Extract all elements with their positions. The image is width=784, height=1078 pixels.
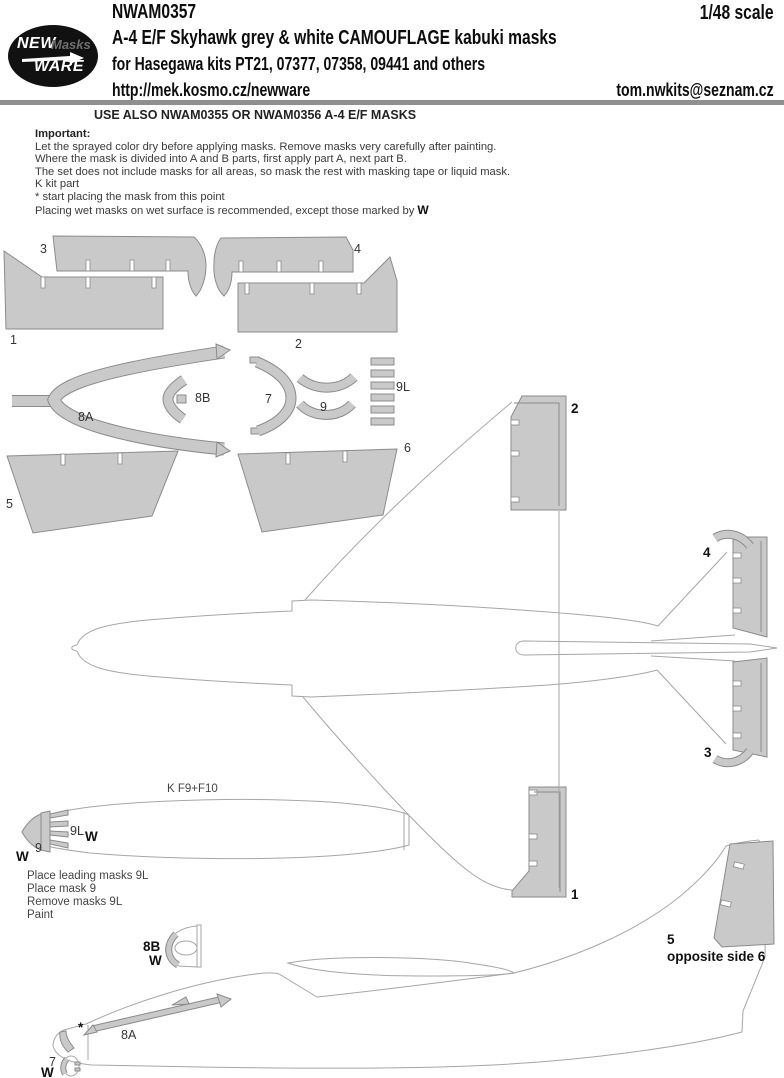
part-label: 8B — [143, 939, 161, 954]
slat-mask-1 — [512, 787, 566, 897]
sheet-title: A-4 E/F Skyhawk grey & white CAMOUFLAGE kabuki masks — [112, 27, 557, 49]
intake-masks-9 — [300, 377, 354, 415]
part-label: 4 — [703, 545, 711, 560]
part-label: 8A — [121, 1028, 137, 1042]
instruction-line: Let the sprayed color dry before applying masks. Remove masks very carefully after painting. — [35, 140, 497, 153]
instruction-line: K kit part — [35, 178, 80, 191]
tank-leading-masks-9L — [50, 810, 68, 848]
fin-mask-5-applied — [714, 841, 774, 947]
logo-word-ware: WARE — [34, 58, 84, 75]
w-mark: W — [417, 202, 429, 217]
part-label: 5 — [667, 932, 675, 947]
tank-step: Place mask 9 — [27, 883, 97, 895]
part-label: 4 — [354, 242, 361, 256]
instruction-line-wet-note: Placing wet masks on wet surface is recommended, except those marked by W — [35, 202, 429, 217]
fin-mask-5 — [7, 451, 178, 533]
wet-mark: W — [149, 953, 162, 968]
logo-word-new: NEW — [17, 35, 56, 52]
wet-mark: W — [85, 829, 98, 844]
wet-mark: W — [16, 849, 29, 864]
tank-steps-text — [27, 870, 149, 921]
part-label: 9L — [70, 824, 84, 838]
part-label: 1 — [10, 333, 17, 347]
part-label: 7 — [49, 1055, 56, 1069]
website-link[interactable]: http://mek.kosmo.cz/newware — [112, 80, 311, 100]
part-label: 6 — [404, 441, 411, 455]
part-label: 9 — [35, 841, 42, 855]
kit-part-label: K F9+F10 — [167, 783, 218, 795]
top-view-outline — [72, 552, 777, 744]
leading-edge-masks-9L — [371, 358, 394, 425]
part-label: 3 — [40, 242, 47, 256]
part-label: 3 — [704, 745, 712, 760]
instructions-heading: Important: — [35, 128, 91, 140]
slat-mask-2 — [511, 396, 566, 510]
cross-reference-notice: USE ALSO NWAM0355 OR NWAM0356 A-4 E/F MASKS — [94, 108, 417, 122]
instruction-line: The set does not include masks for all areas, so mask the rest with masking tape or liquid mask. — [35, 165, 511, 178]
product-code: NWAM0357 — [112, 1, 197, 23]
part-label: 8A — [78, 410, 94, 424]
scale-label: 1/48 scale — [700, 2, 774, 24]
tank-step: Paint — [27, 909, 54, 921]
nose-front-view — [63, 1056, 80, 1076]
windscreen-front-view — [166, 925, 201, 967]
part-label: 7 — [265, 392, 272, 406]
side-view-canopy-mask-8A — [60, 994, 231, 1052]
part-label: 5 — [6, 497, 13, 511]
instruction-line: Where the mask is divided into A and B parts, first apply part A, next part B. — [35, 153, 407, 166]
wet-mark: W — [41, 1065, 54, 1078]
logo-word-masks: Masks — [51, 37, 91, 52]
canopy-mask-8B — [168, 380, 186, 419]
part-label: opposite side 6 — [667, 949, 766, 964]
part-label: 8B — [195, 391, 211, 405]
email-link[interactable]: tom.nwkits@seznam.cz — [616, 80, 774, 100]
part-label: 9L — [396, 380, 410, 394]
tank-step: Remove masks 9L — [27, 896, 123, 908]
fin-mask-6 — [238, 449, 397, 532]
instruction-line: * start placing the mask from this point — [35, 190, 225, 203]
stabilizer-mask-4 — [715, 534, 767, 637]
part-label: 2 — [295, 337, 302, 351]
sheet-subtitle: for Hasegawa kits PT21, 07377, 07358, 09441 and others — [112, 54, 486, 74]
tank-step: Place leading masks 9L — [27, 870, 149, 882]
part-label: 9 — [320, 400, 327, 414]
part-label: 1 — [571, 887, 579, 902]
part-label: 2 — [571, 401, 579, 416]
stabilizer-mask-3 — [715, 658, 767, 763]
start-point-mark: * — [78, 1020, 84, 1035]
